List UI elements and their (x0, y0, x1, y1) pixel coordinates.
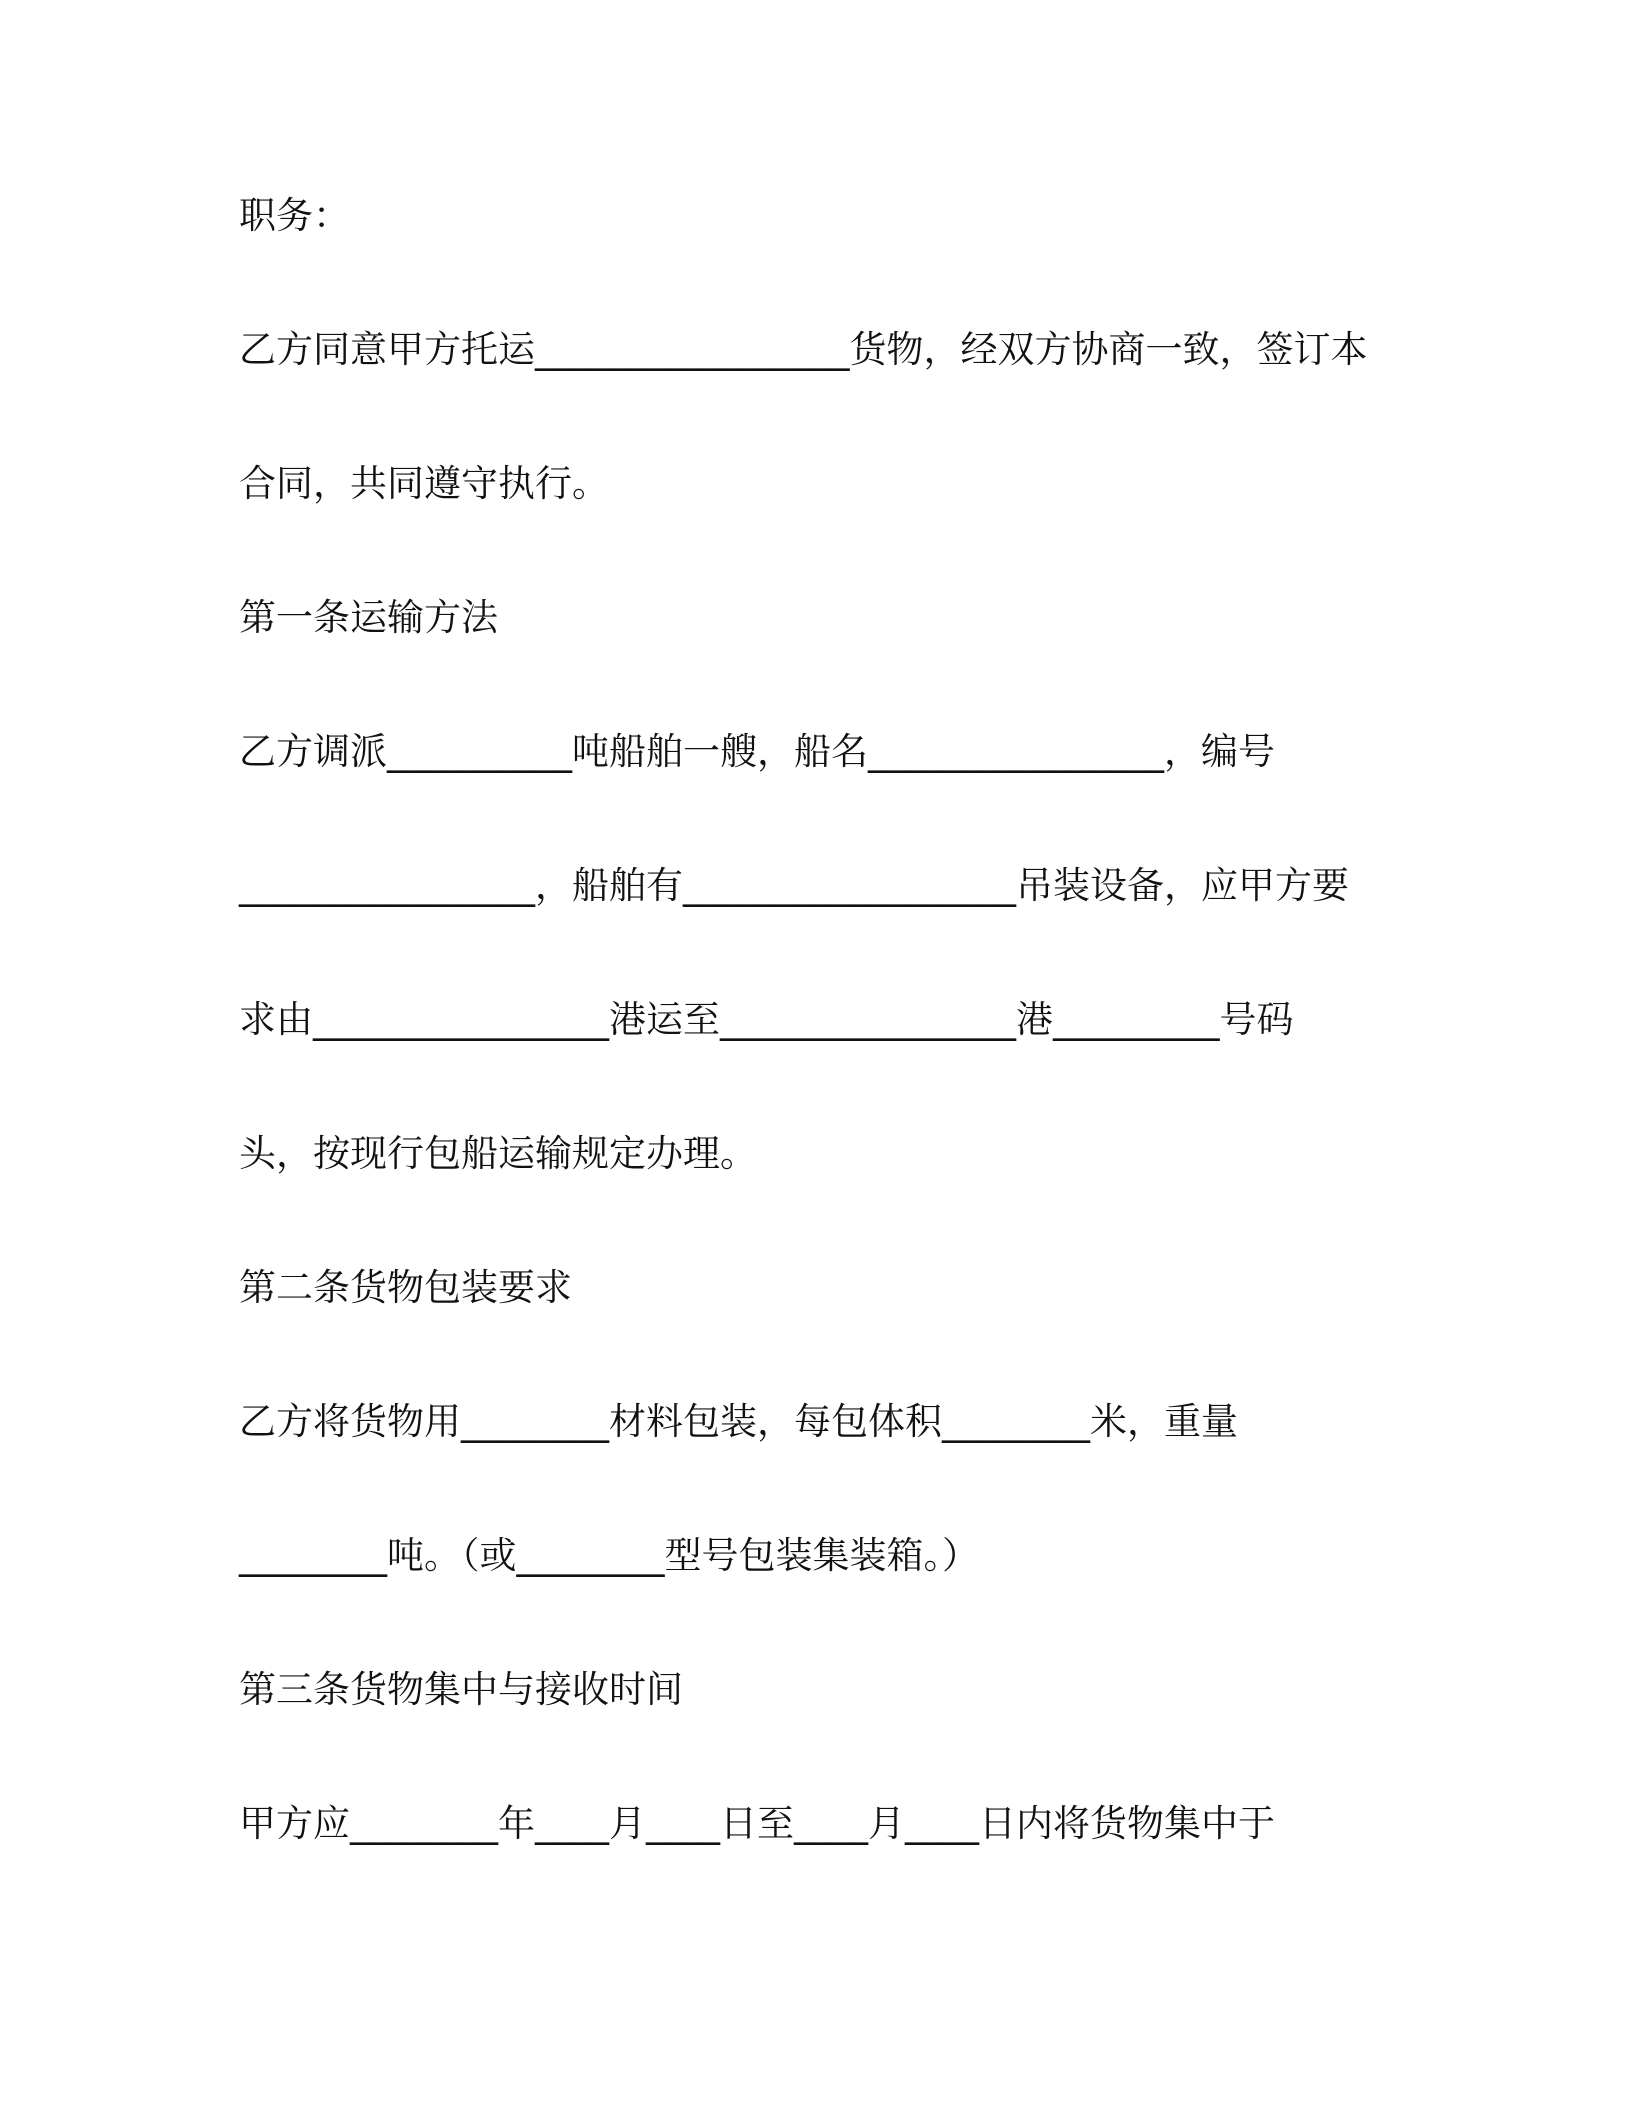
contract-intro-line-1: 乙方同意甲方托运_________________货物，经双方协商一致，签订本 (239, 328, 1368, 371)
contract-intro-line-2: 合同，共同遵守执行。 (239, 462, 609, 505)
article-1-line-3: 求由________________港运至________________港_________号码 (239, 998, 1294, 1041)
article-1-line-1: 乙方调派__________吨船舶一艘，船名________________，编号 (239, 730, 1275, 773)
article-2-heading: 第二条货物包装要求 (239, 1266, 572, 1309)
article-1-heading: 第一条运输方法 (239, 596, 498, 639)
position-label: 职务： (239, 194, 350, 237)
article-1-line-2: ________________，船舶有__________________吊装设备，应甲方要 (239, 864, 1349, 907)
article-1-line-4: 头，按现行包船运输规定办理。 (239, 1132, 757, 1175)
article-3-line-1: 甲方应________年____月____日至____月____日内将货物集中于 (239, 1802, 1275, 1845)
article-2-line-2: ________吨。（或________型号包装集装箱。） (239, 1534, 979, 1577)
article-3-heading: 第三条货物集中与接收时间 (239, 1668, 683, 1711)
article-2-line-1: 乙方将货物用________材料包装，每包体积________米，重量 (239, 1400, 1238, 1443)
